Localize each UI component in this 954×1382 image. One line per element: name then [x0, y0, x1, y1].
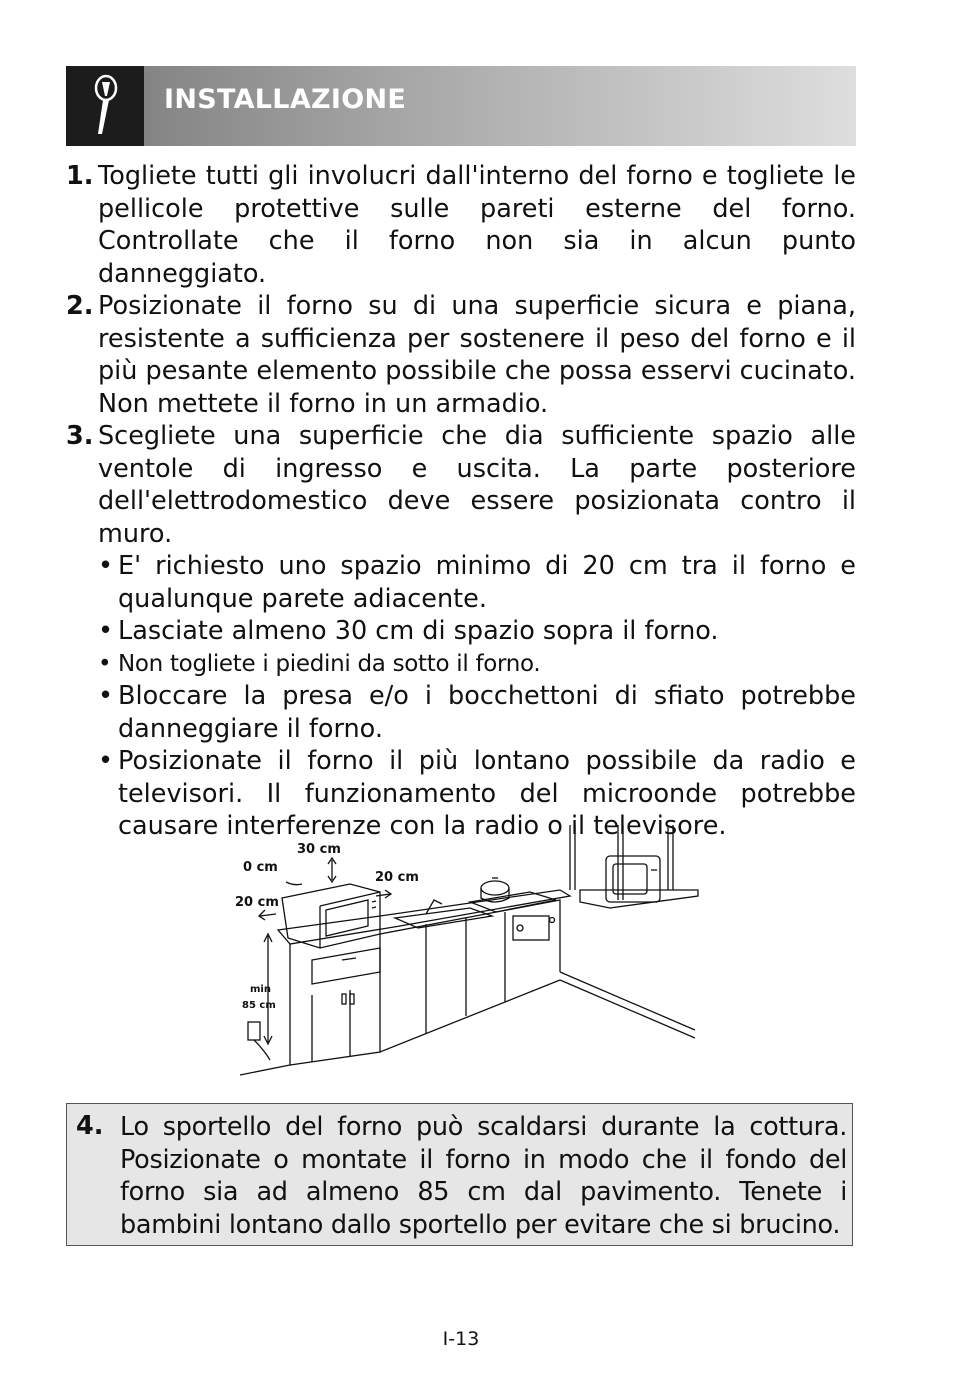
step-text: Scegliete una superficie che dia sufficiente spazio alle ventole di ingresso e uscita. La parte posteriore dell'elettrodomestico deve essere posizionata contro il muro. [98, 421, 856, 549]
step-3 [66, 420, 856, 843]
step-number: 4. [76, 1111, 104, 1141]
step-number: 1. [66, 161, 94, 191]
bullet-item: • Posizionate il forno il più lontano possibile da radio e televisori. Il funzionamento del microonde potrebbe causare interferenze con la radio o il televisore. [98, 746, 856, 841]
clearance-label-back: 0 cm [243, 860, 278, 875]
section-header [66, 66, 856, 146]
step-text: Posizionate il forno su di una superficie sicura e piana, resistente a sufficienza per sostenere il peso del forno e il più pesante elemento possibile che possa esservi cucinato. Non mettete il forno in un armadio. [98, 291, 856, 419]
installation-steps [66, 160, 856, 843]
clearance-label-right: 20 cm [375, 870, 419, 885]
step-1 [66, 160, 856, 290]
step-3-bullets [98, 550, 856, 843]
warning-icon-box [66, 66, 144, 146]
step-4-note [66, 1103, 853, 1246]
step-number: 3. [66, 421, 94, 451]
bullet-item: • Non togliete i piedini da sotto il forno. [98, 650, 541, 677]
height-label-value: 85 cm [242, 1000, 276, 1011]
height-label-min: min [250, 984, 271, 995]
clearance-label-top: 30 cm [297, 842, 341, 857]
bullet-item: • Lasciate almeno 30 cm di spazio sopra il forno. [98, 616, 719, 646]
step-2 [66, 290, 856, 420]
kitchen-installation-illustration [230, 820, 700, 1085]
step-number: 2. [66, 291, 94, 321]
clearance-label-left: 20 cm [235, 895, 279, 910]
section-title: INSTALLAZIONE [164, 84, 407, 115]
warning-exclamation-icon [66, 66, 144, 146]
page-number: I-13 [442, 1328, 480, 1350]
step-text: Togliete tutti gli involucri dall'interno del forno e togliete le pellicole protettive sulle pareti esterne del forno. Controllate che il forno non sia in alcun punto danneggiato. [98, 161, 856, 289]
step-text: Lo sportello del forno può scaldarsi durante la cottura. Posizionate o montate il forno in modo che il fondo del forno sia ad almeno 85 cm dal pavimento. Tenete i bambini lontano dallo sportello per evitare che si brucino. [120, 1112, 847, 1240]
bullet-item: • E' richiesto uno spazio minimo di 20 cm tra il forno e qualunque parete adiacente. [98, 551, 856, 614]
bullet-item: • Bloccare la presa e/o i bocchettoni di sfiato potrebbe danneggiare il forno. [98, 681, 856, 744]
